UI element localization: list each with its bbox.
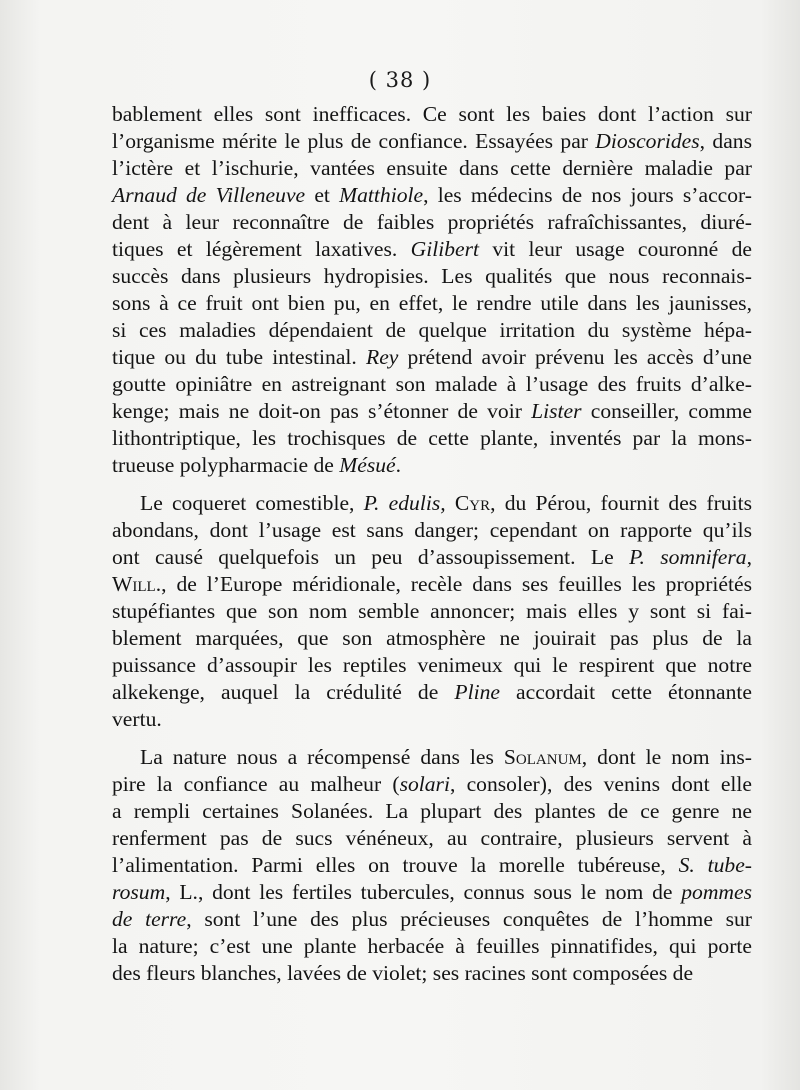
text-line	[112, 371, 752, 398]
italic-text: Dioscorides	[595, 129, 700, 153]
text-run: trueuse polypharmacie de	[112, 453, 340, 477]
text-line	[112, 706, 752, 733]
text-run: la nature; c’est une plante herbacée à feuilles pinnatifides, qui porte	[112, 934, 752, 958]
text-line	[112, 906, 752, 933]
italic-text: de terre	[112, 907, 187, 931]
text-run: , les médecins de nos jours s’accor-	[423, 183, 752, 207]
text-run: conseiller, comme	[581, 399, 752, 423]
text-line	[112, 128, 752, 155]
text-line	[112, 452, 752, 479]
italic-text: pommes	[681, 880, 752, 904]
body-text	[112, 101, 752, 987]
text-line	[112, 544, 752, 571]
paragraph	[112, 744, 752, 987]
text-run: kenge; mais ne doit-on pas s’étonner de voir	[112, 399, 532, 423]
text-run: vertu.	[112, 707, 162, 731]
paragraph-gap	[112, 733, 752, 744]
text-run: puissance d’assoupir les reptiles venimeux qui le respirent que notre	[112, 653, 752, 677]
text-run: accordait cette étonnante	[499, 680, 752, 704]
text-run: bablement elles sont inefficaces. Ce sont les baies dont l’action sur	[112, 102, 752, 126]
text-run: pire la confiance au malheur (	[112, 772, 400, 796]
text-line	[112, 209, 752, 236]
text-run: , sont l’une des plus précieuses conquêtes de l’homme sur	[186, 907, 753, 931]
italic-text: Gilibert	[410, 237, 479, 261]
paragraph-gap	[112, 479, 752, 490]
italic-text: solari	[399, 772, 450, 796]
italic-text: Arnaud de Villeneuve	[112, 183, 306, 207]
text-run: des fleurs blanches, lavées de violet; ses racines sont composées de	[112, 961, 694, 985]
text-run: , consoler), des venins dont elle	[449, 772, 752, 796]
text-line	[112, 236, 752, 263]
text-line	[112, 517, 752, 544]
small-caps-text: Cyr	[454, 491, 491, 515]
text-run	[446, 491, 455, 515]
italic-text: Mésué	[339, 453, 396, 477]
text-line	[112, 652, 752, 679]
text-line	[112, 290, 752, 317]
text-run: , L., dont les fertiles tubercules, connus sous le nom de	[165, 880, 682, 904]
text-line	[112, 625, 752, 652]
small-caps-text: Solanum	[503, 745, 582, 769]
text-run: renferment pas de sucs vénéneux, au contraire, plusieurs servent à	[112, 826, 752, 850]
text-line	[112, 852, 752, 879]
italic-text: Lister	[531, 399, 582, 423]
text-line	[112, 425, 752, 452]
text-line	[112, 155, 752, 182]
text-line	[112, 182, 752, 209]
paragraph	[112, 490, 752, 733]
text-line	[112, 771, 752, 798]
text-line	[112, 101, 752, 128]
text-line	[112, 398, 752, 425]
text-run: , dont le nom ins-	[581, 745, 752, 769]
italic-text: P. edulis,	[363, 491, 446, 515]
text-line	[112, 825, 752, 852]
text-run: .	[395, 453, 402, 477]
text-line	[112, 879, 752, 906]
text-line	[112, 933, 752, 960]
text-run: tique ou du tube intestinal.	[112, 345, 366, 369]
text-run: abondans, dont l’usage est sans danger; cependant on rapporte qu’ils	[112, 518, 752, 542]
italic-text: Matthiole	[339, 183, 424, 207]
text-line	[112, 744, 752, 771]
text-run: goutte opiniâtre en astreignant son malade à l’usage des fruits d’alke-	[112, 372, 752, 396]
paragraph	[112, 101, 752, 479]
text-line	[112, 571, 752, 598]
page-number: ( 38 )	[368, 68, 432, 92]
italic-text: P. somnifera	[629, 545, 747, 569]
text-run: lithontriptique, les trochisques de cette plante, inventés par la mons-	[112, 426, 752, 450]
text-run: prétend avoir prévenu les accès d’une	[398, 345, 752, 369]
text-run: La nature nous a récompensé dans les	[140, 745, 504, 769]
italic-text: Rey	[366, 345, 399, 369]
text-run: vit leur usage couronné de	[479, 237, 752, 261]
text-run: ont causé quelquefois un peu d’assoupissement. Le	[112, 545, 630, 569]
text-run: ., de l’Europe méridionale, recèle dans ses feuilles les propriétés	[155, 572, 752, 596]
text-line	[112, 317, 752, 344]
text-line	[112, 598, 752, 625]
text-run: , du Pérou, fournit des fruits	[490, 491, 752, 515]
text-run: dent à leur reconnaître de faibles propriétés rafraîchissantes, diuré-	[112, 210, 752, 234]
small-caps-text: Will	[112, 572, 156, 596]
text-line	[112, 490, 752, 517]
italic-text: rosum	[112, 880, 166, 904]
text-run: l’organisme mérite le plus de confiance. Essayées par	[112, 129, 596, 153]
text-run: alkekenge, auquel la crédulité de	[112, 680, 455, 704]
text-line	[112, 798, 752, 825]
text-line	[112, 679, 752, 706]
text-run: et	[305, 183, 340, 207]
text-run: succès dans plusieurs hydropisies. Les qualités que nous reconnais-	[112, 264, 752, 288]
text-run: si ces maladies dépendaient de quelque irritation du système hépa-	[112, 318, 752, 342]
text-run: l’ictère et l’ischurie, vantées ensuite dans cette dernière maladie par	[112, 156, 752, 180]
text-run: , dans	[699, 129, 752, 153]
text-run: tiques et légèrement laxatives.	[112, 237, 411, 261]
text-run: sons à ce fruit ont bien pu, en effet, le rendre utile dans les jaunisses,	[112, 291, 752, 315]
text-run: Le coqueret comestible,	[140, 491, 364, 515]
text-run: l’alimentation. Parmi elles on trouve la morelle tubéreuse,	[112, 853, 679, 877]
text-run: a rempli certaines Solanées. La plupart des plantes de ce genre ne	[112, 799, 752, 823]
text-run: ,	[746, 545, 753, 569]
text-line	[112, 344, 752, 371]
text-run: stupéfiantes que son nom semble annoncer; mais elles y sont si fai-	[112, 599, 752, 623]
italic-text: Pline	[454, 680, 500, 704]
text-run: blement marquées, que son atmosphère ne jouirait pas plus de la	[112, 626, 752, 650]
italic-text: S. tube-	[678, 853, 753, 877]
text-line	[112, 263, 752, 290]
text-line	[112, 960, 752, 987]
